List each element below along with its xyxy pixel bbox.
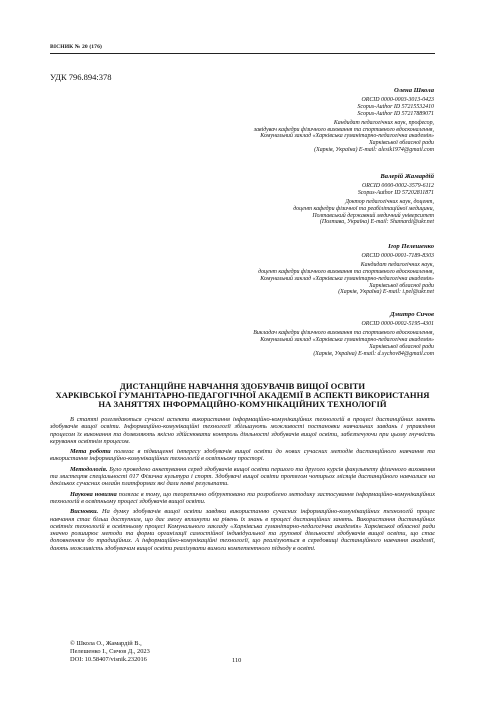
author-name: Олена Школа [393, 87, 434, 94]
author-orcid: ORCID 0000-0002-5195-4301 [361, 320, 434, 327]
affiliation-line: Харківської обласної ради [369, 140, 434, 147]
author-affiliation [170, 262, 434, 297]
title-line: ХАРКІВСЬКОЇ ГУМАНІТАРНО-ПЕДАГОГІЧНОЇ АКАДЕМІЇ В АСПЕКТІ ВИКОРИСТАННЯ [55, 390, 430, 400]
affiliation-line: Харківської обласної ради [369, 282, 434, 289]
author-name: Дмитро Сичов [390, 311, 434, 318]
doi-line: DOI: 10.58407/visnik.232016 [70, 656, 147, 663]
author-affiliation [170, 330, 434, 358]
affiliation-line: завідувач кафедри фізичного виховання та спортивного вдосконалення, [253, 126, 434, 133]
affiliation-line: доцент кафедри фізичної та реабілітаційної медицини, [293, 205, 434, 212]
author-scopus: Scopus-Author ID 57202811871 [357, 189, 434, 196]
abstract-text: полягає в підвищенні інтересу здобувачів вищої освіти до нових сучасних методів дистанційного навчання та використання інформаційно-комунікаційних технологій в освітньому просторі. [50, 448, 435, 463]
affiliation-line: (Харків, Україна) E-mail: d.sychov84@gmail.com [313, 350, 434, 357]
author-scopus: Scopus-Author ID 57217889071 [357, 110, 434, 117]
header-rule [50, 53, 435, 54]
abstract-text: В статті розглядаються сучасні аспекти використання інформаційно-комунікаційних технологій в процесі дистанційних занять здобувачів вищої освіти. Інформаційно-комунікаційні технології збільшують можливості постановки навчальних завдань і управління процесом їх виконання та дозволяють якісно здійснювати контроль діяльності здобувачів вищої освіти, забезпечуючи при цьому гнучкість керування освітнім процесом. [50, 416, 435, 445]
affiliation-line: Комунальний заклад «Харківська гуманітарно-педагогічна академія» [260, 336, 434, 343]
abstract-paragraph [50, 508, 435, 552]
affiliation-line: Полтавський державний медичний університет [312, 212, 434, 219]
affiliation-line: Комунальний заклад «Харківська гуманітарно-педагогічна академія» [260, 275, 434, 282]
abstract-paragraph [50, 491, 435, 506]
abstract-paragraph [50, 448, 435, 463]
author-affiliation [170, 120, 434, 155]
author-scopus: Scopus-Author ID 57215532410 [357, 103, 434, 110]
author-block-4 [170, 312, 434, 357]
abstract [50, 416, 435, 555]
affiliation-line: (Полтава, Україна) E-mail: Shamardi@ukr.net [319, 219, 434, 226]
author-name: Валерій Жамардій [380, 173, 434, 180]
affiliation-line: Комунальний заклад «Харківська гуманітарно-педагогічна академія» [260, 133, 434, 140]
title-line: НА ЗАНЯТТЯХ ІНФОРМАЦІЙНО-КОМУНІКАЦІЙНИХ ТЕХНОЛОГІЙ [98, 399, 387, 409]
abstract-lead: Наукова новизна [70, 490, 117, 498]
author-block-1 [170, 88, 434, 154]
abstract-text: На думку здобувачів вищої освіти завдяки використанню сучасних інформаційно-комунікаційних технологій процес навчання стає більш доступним, що дає змогу вплинути на рівень їх знань в процесі дистанційних занять. Використання дистанційних освітніх технологій в освітньому процесі Комунального закладу «Харківська гуманітарно-педагогічна академія» Харківської обласної ради значно розширює методи та форми організації самостійної індивідуальної та групової діяльності здобувачів вищої освіти, що стає доповненням до традиційних. А інформаційно-комунікаційні технології, що реалізуються в середовищі дистанційного навчання академії, дають можливість здобувачам вищої освіти реалізувати вимоги компетентного підходу в освіті. [50, 508, 435, 552]
title-line: ДИСТАНЦІЙНЕ НАВЧАННЯ ЗДОБУВАЧІВ ВИЩОЇ ОСВІТИ [119, 381, 366, 391]
affiliation-line: Викладач кафедри фізичного виховання та спортивного вдосконалення, [253, 329, 434, 336]
journal-header: ВІСНИК № 20 (176) [50, 44, 102, 50]
affiliation-line: (Харків, Україна) E-mail: alesik1974@gmail.com [314, 147, 434, 154]
abstract-lead: Мета роботи [70, 448, 111, 456]
author-block-3 [170, 244, 434, 296]
affiliation-line: Кандидат педагогічних наук, [360, 261, 434, 268]
abstract-lead: Методологія. [70, 465, 108, 473]
copyright-block [70, 640, 200, 664]
abstract-paragraph [50, 466, 435, 488]
abstract-lead: Висновки. [70, 508, 99, 516]
abstract-text: полягає в тому, що теоретично обґрунтовано та розроблено методику застосування інформаційно-комунікаційних технологій в освітньому процесі здобувачів вищої освіти. [50, 490, 435, 505]
abstract-paragraph [50, 416, 435, 445]
affiliation-line: Харківської обласної ради [369, 343, 434, 350]
affiliation-line: (Харків, Україна) E-mail: i.pel@ukr.net [338, 289, 434, 296]
article-title [50, 382, 435, 409]
udc-code: УДК 796.894:378 [50, 72, 112, 82]
copyright-line: Пелешенко І., Сичов Д., 2023 [70, 648, 150, 655]
author-block-2 [170, 174, 434, 226]
affiliation-line: Доктор педагогічних наук, доцент, [345, 198, 434, 205]
author-affiliation [170, 199, 434, 227]
author-name: Ігор Пелешенко [388, 243, 434, 250]
affiliation-line: доцент кафедри фізичного виховання та спортивного вдосконалення, [258, 268, 434, 275]
author-orcid: ORCID 0000-0003-3013-0423 [361, 96, 434, 103]
page-number: 110 [232, 657, 242, 664]
abstract-text: Було проведено анкетування серед здобувачів вищої освіти першого та другого курсів факультету фізичного виховання та мистецтв спеціальності 017 Фізична культура і спорт. Здобувачі вищої освіти протягом чотирьох місяців дистанційного навчалися на декількох сучасних онлайн платформах які дали певні результати. [50, 465, 435, 488]
copyright-line: © Школа О., Жамардій В., [70, 640, 142, 647]
author-orcid: ORCID 0000-0002-3579-6112 [361, 182, 434, 189]
affiliation-line: Кандидат педагогічних наук, професор, [333, 119, 434, 126]
author-orcid: ORCID 0000-0001-7189-8303 [361, 252, 434, 259]
